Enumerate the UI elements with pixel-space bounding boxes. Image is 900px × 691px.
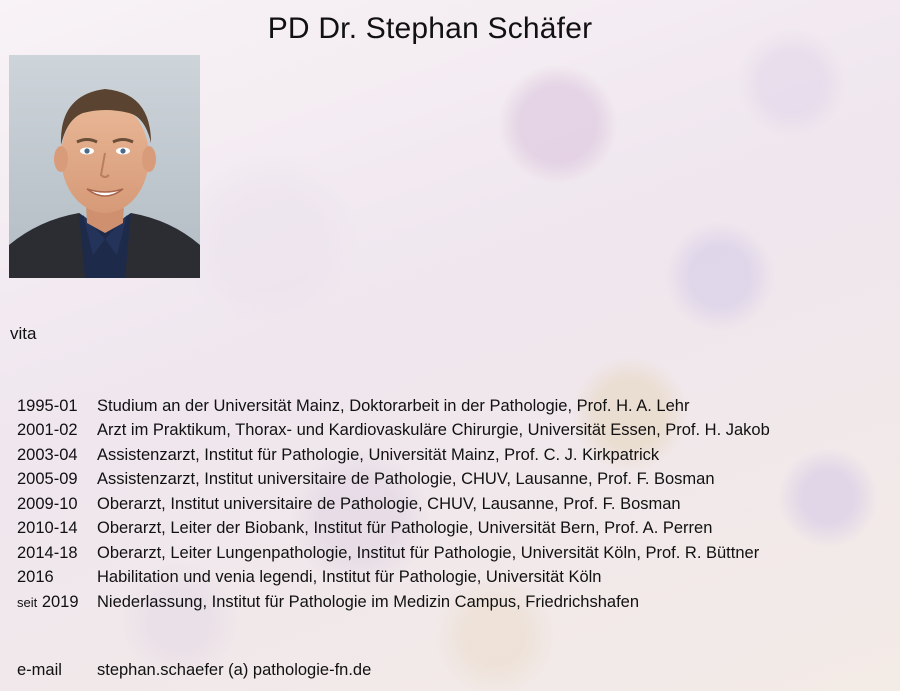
vita-heading: vita — [10, 324, 37, 343]
vita-year-value: 2014-18 — [17, 543, 78, 562]
contact-row — [17, 661, 371, 680]
vita-year — [17, 544, 97, 563]
vita-year-value: 2019 — [41, 592, 79, 611]
vita-year — [17, 421, 97, 440]
vita-year-value: 2009-10 — [17, 494, 78, 513]
vita-year — [17, 446, 97, 465]
email-address: stephan.schaefer (a) pathologie-fn.de — [97, 661, 372, 679]
page-title: PD Dr. Stephan Schäfer — [267, 12, 593, 45]
vita-description: Oberarzt, Leiter der Biobank, Institut für Pathologie, Universität Bern, Prof. A. Perren — [97, 519, 713, 538]
vita-year — [17, 397, 97, 416]
vita-description: Niederlassung, Institut für Pathologie im Medizin Campus, Friedrichshafen — [97, 592, 640, 611]
vita-entry — [17, 590, 877, 615]
portrait-photo — [9, 55, 200, 278]
vita-year-value: 2001-02 — [17, 421, 78, 440]
vita-year — [17, 568, 97, 587]
vita-entry — [17, 443, 877, 468]
vita-description: Studium an der Universität Mainz, Doktorarbeit in der Pathologie, Prof. H. A. Lehr — [97, 396, 690, 415]
vita-year-value: 1995-01 — [17, 396, 78, 415]
vita-year-value: 2010-14 — [17, 519, 78, 538]
vita-description: Oberarzt, Institut universitaire de Pathologie, CHUV, Lausanne, Prof. F. Bosman — [97, 494, 681, 513]
vita-year — [17, 593, 97, 612]
vita-entry — [17, 492, 877, 517]
vita-year-value: 2005-09 — [17, 470, 78, 489]
vita-year — [17, 470, 97, 489]
vita-entry — [17, 468, 877, 493]
vita-description: Oberarzt, Leiter Lungenpathologie, Institut für Pathologie, Universität Köln, Prof. R. Büttner — [97, 543, 760, 562]
vita-year — [17, 495, 97, 514]
vita-description: Habilitation und venia legendi, Institut für Pathologie, Universität Köln — [97, 568, 602, 587]
email-label: e-mail — [17, 661, 62, 679]
vita-entry — [17, 419, 877, 444]
vita-year-value: 2003-04 — [17, 445, 78, 464]
vita-year-value: 2016 — [17, 568, 54, 587]
vita-entry — [17, 566, 877, 591]
vita-entry — [17, 541, 877, 566]
vita-description: Assistenzarzt, Institut für Pathologie, Universität Mainz, Prof. C. J. Kirkpatrick — [97, 445, 660, 464]
vita-description: Arzt im Praktikum, Thorax- und Kardiovaskuläre Chirurgie, Universität Essen, Prof. H. Jakob — [97, 421, 770, 440]
vita-entry — [17, 394, 877, 419]
vita-year — [17, 519, 97, 538]
vita-list — [17, 394, 877, 615]
vita-description: Assistenzarzt, Institut universitaire de Pathologie, CHUV, Lausanne, Prof. F. Bosman — [97, 470, 715, 489]
vita-entry — [17, 517, 877, 542]
vita-year-prefix: seit — [17, 594, 38, 610]
